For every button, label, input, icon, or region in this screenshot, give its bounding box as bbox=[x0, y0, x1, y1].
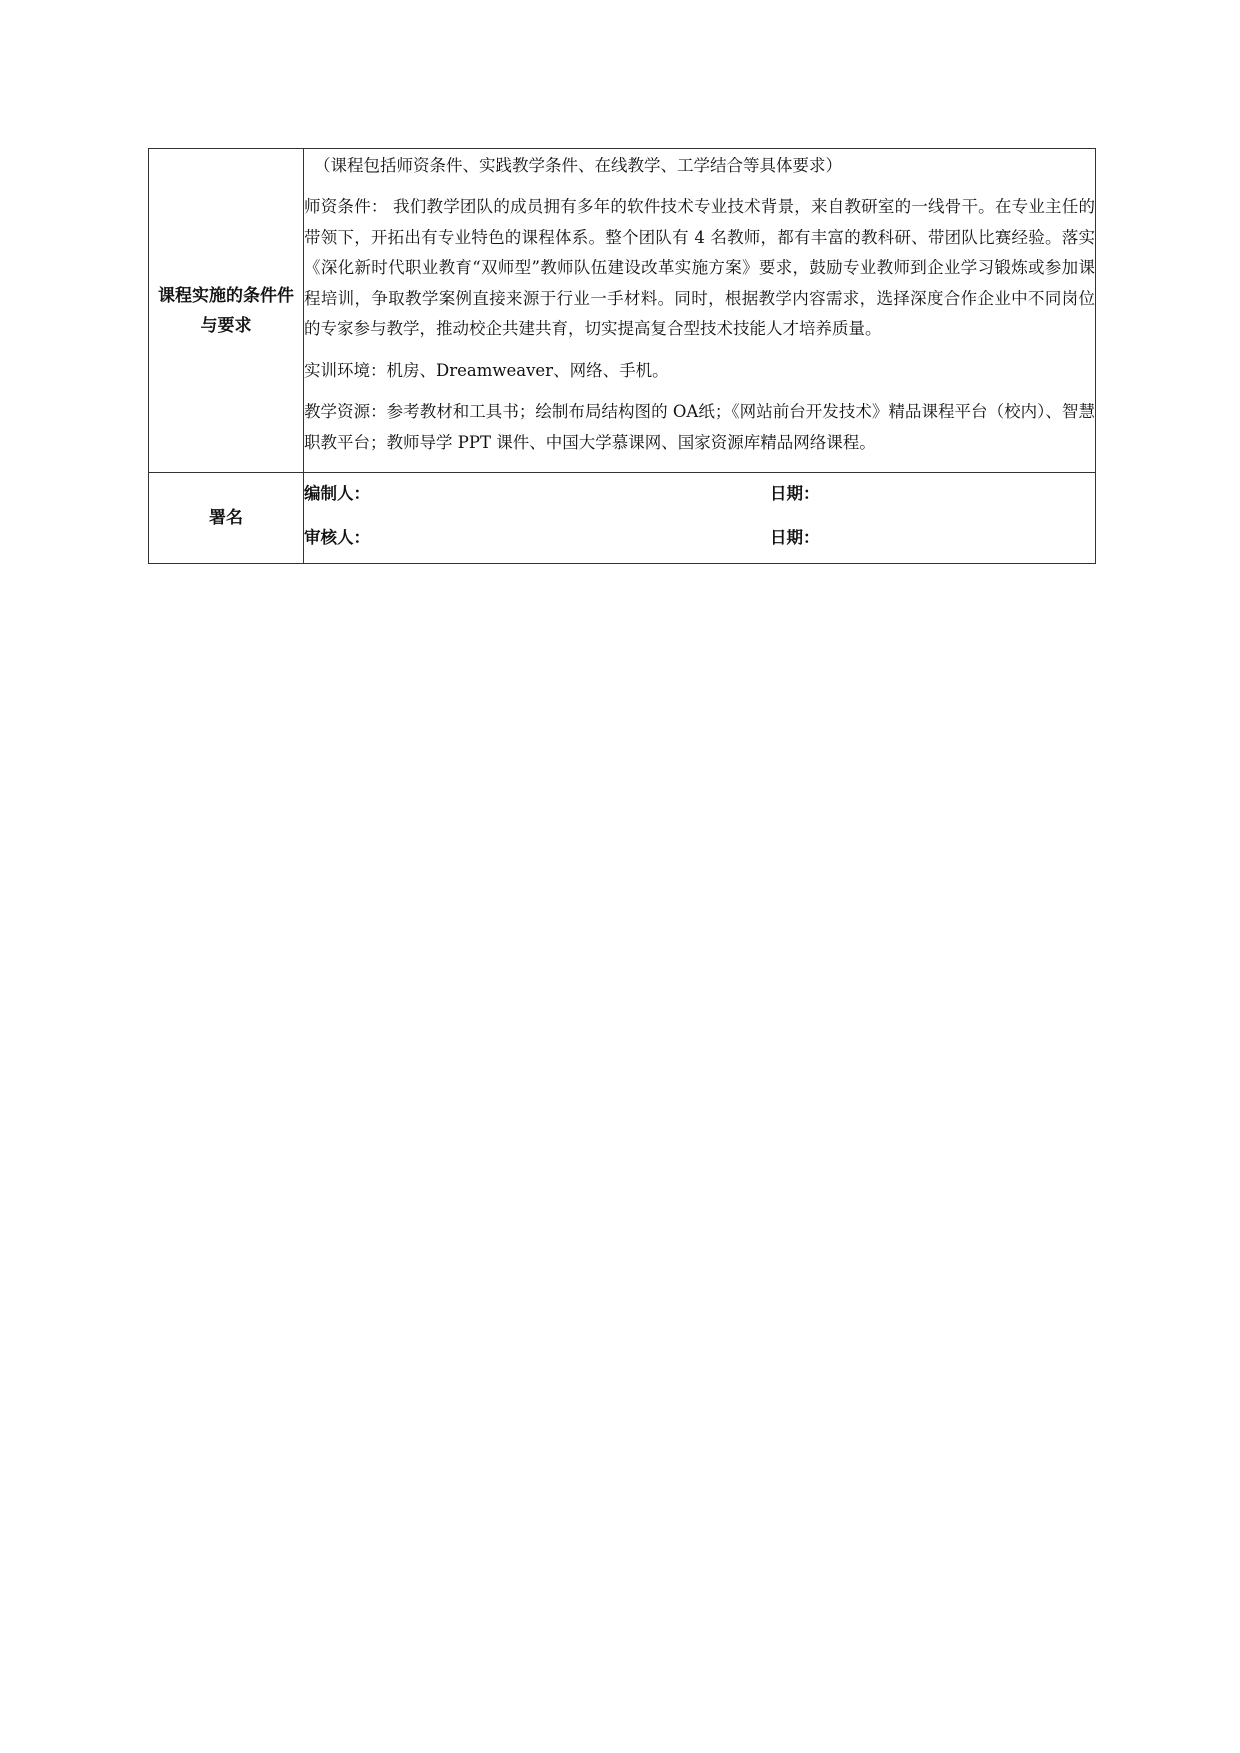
teaching-resources-paragraph: 教学资源：参考教材和工具书；绘制布局结构图的 OA纸；《网站前台开发技术》精品课程平台（校内）、智慧职教平台；教师导学 PPT 课件、中国大学慕课网、国家资源库精品网络课程。 bbox=[304, 402, 1095, 452]
signature-block bbox=[304, 473, 1095, 563]
implementation-content-cell bbox=[304, 149, 1096, 473]
course-implementation-table bbox=[148, 148, 1096, 564]
signature-content-cell bbox=[304, 473, 1096, 564]
reviewer-date-label: 日期： bbox=[770, 528, 820, 547]
implementation-label-line2: 与要求 bbox=[200, 315, 252, 336]
compiler-row bbox=[304, 479, 1095, 509]
compiler-label: 编制人： bbox=[304, 484, 370, 503]
training-environment-paragraph: 实训环境：机房、Dreamweaver、网络、手机。 bbox=[304, 360, 669, 380]
reviewer-label: 审核人： bbox=[304, 528, 370, 547]
signature-row bbox=[149, 473, 1096, 564]
implementation-row bbox=[149, 149, 1096, 473]
implementation-label-line1: 课程实施的条件件 bbox=[158, 285, 294, 306]
reviewer-row bbox=[304, 523, 1095, 553]
signature-label-cell bbox=[149, 473, 304, 564]
compiler-date-label: 日期： bbox=[770, 484, 820, 503]
faculty-paragraph: 师资条件： 我们教学团队的成员拥有多年的软件技术专业技术背景，来自教研室的一线骨干。在专业主任的带领下，开拓出有专业特色的课程体系。整个团队有 4 名教师，都有丰富的教科研、带团队比赛经验。落实《深化新时代职业教育“双师型”教师队伍建设改革实施方案》要求，鼓励专业教师到企业学习锻炼或参加课程培训，争取教学案例直接来源于行业一手材料。同时，根据教学内容需求，选择深度合作企业中不同岗位的专家参与教学，推动校企共建共育，切实提高复合型技术技能人才培养质量。 bbox=[304, 197, 1095, 338]
requirements-hint: （课程包括师资条件、实践教学条件、在线教学、工学结合等具体要求） bbox=[314, 156, 842, 175]
signature-label: 署名 bbox=[209, 508, 243, 528]
implementation-label-cell bbox=[149, 149, 304, 473]
